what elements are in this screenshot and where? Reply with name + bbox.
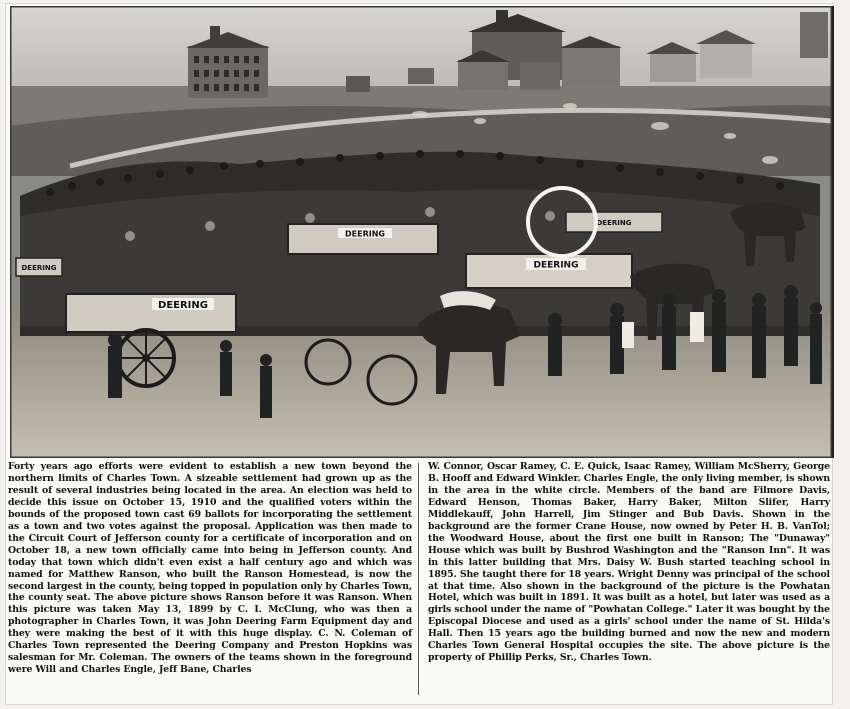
caption-column-right — [428, 461, 830, 664]
wagon-sign: DEERING — [158, 300, 208, 311]
column-divider — [418, 463, 419, 695]
wagon-sign: DEERING — [21, 264, 57, 272]
caption-column-left — [8, 461, 412, 676]
deering-wagon-upper-right — [566, 212, 662, 232]
wagon-sign: DEERING — [533, 260, 579, 271]
deering-wagon-right — [466, 254, 632, 288]
historical-photograph — [10, 6, 834, 458]
deering-wagon-far-left — [16, 258, 62, 276]
caption-text-right: W. Connor, Oscar Ramey, C. E. Quick, Isaac Ramey, William McSherry, George B. Hooff and Edward Winkler. Charles Engle, the only living member, is shown in the area in the white circle. Members of the band are Filmore Davis, Edward Henson, Thomas Baker, Harry Baker, Milton Slifer, Harry Middlekauff, John Harrell, Jim Stinger and Bub Davis. Shown in the background are the former Crane House, now owned by Peter H. B. VanTol; the Woodward House, about the first one built in Ranson; The "Dunaway" House which was built by Bushrod Washington and the "Ranson Inn". It was in this latter building that Mrs. Daisy W. Bush started teaching school in 1895. She taught there for 18 years. Wright Denny was principal of the school at that time. Also shown in the background of the picture is the Powhatan Hotel, which was built in 1891. It was built as a hotel, but later was used as a girls school under the name of "Powhatan College." Later it was bought by the Episcopal Diocese and used as a girls' school under the name of St. Hilda's Hall. Then 15 years ago the building burned and now the new and modern Charles Town General Hospital occupies the site. The above picture is the property of Phillip Perks, Sr., Charles Town. — [428, 461, 830, 664]
caption-text-left: Forty years ago efforts were evident to establish a new town beyond the northern limits of Charles Town. A sizeable settlement had grown up as the result of several industries being located in the area. An election was held to decide this issue on October 15, 1910 and the qualified voters within the bounds of the proposed town cast 69 ballots for incorporating the settlement as a town and two votes against the proposal. Application was then made to the Circuit Court of Jefferson county for a certificate of incorporation and on October 18, a new town officially came into being in Jefferson county. And today that town which didn't even exist a half century ago and which was named for Matthew Ranson, who built the Ranson Homestead, is now the second largest in the county, being topped in population only by Charles Town, the county seat. The above picture shows Ranson before it was Ranson. When this picture was taken May 13, 1899 by C. I. McClung, who was then a photographer in Charles Town, it was John Deering Farm Equipment day and they were making the best of it with this huge display. C. N. Coleman of Charles Town represented the Deering Company and Preston Hopkins was salesman for Mr. Coleman. The owners of the teams shown in the foreground were Will and Charles Engle, Jeff Bane, Charles — [8, 461, 412, 676]
deering-wagon-center — [288, 224, 438, 254]
newspaper-clipping — [6, 4, 832, 704]
wagon-sign: DEERING — [345, 229, 385, 239]
wagon-sign: DEERING — [596, 219, 632, 227]
